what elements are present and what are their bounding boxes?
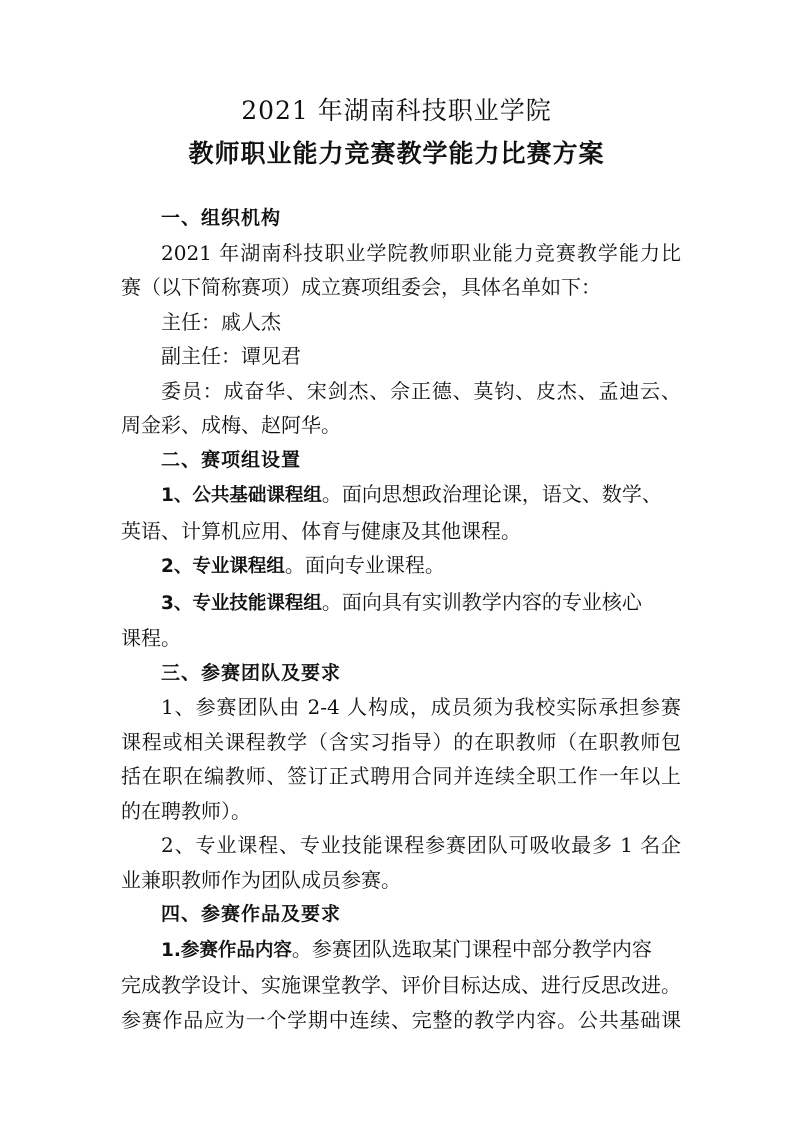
organization-members-line2: 周金彩、成梅、赵阿华。 bbox=[121, 413, 341, 437]
section-heading-organization: 一、组织机构 bbox=[161, 207, 282, 229]
group-item-3-text: 。面向具有实训教学内容的专业核心 bbox=[321, 589, 642, 614]
organization-director: 主任：戚人杰 bbox=[161, 309, 281, 334]
group-item-1-line2: 英语、计算机应用、体育与健康及其他课程。 bbox=[121, 518, 521, 543]
team-requirement-1-line1: 1、参赛团队由 2-4 人构成，成员须为我校实际承担参赛 bbox=[161, 695, 681, 719]
team-requirement-1-line3: 括在职在编教师、签订正式聘用合同并连续全职工作一年以上 bbox=[121, 764, 681, 788]
group-item-2-lead: 2、专业课程组 bbox=[161, 556, 285, 577]
document-body bbox=[121, 201, 681, 1037]
group-item-2 bbox=[121, 548, 681, 585]
organization-intro-line2: 赛（以下简称赛项）成立赛项组委会，具体名单如下： bbox=[121, 275, 601, 299]
document-title-line1: 2021 年湖南科技职业学院 bbox=[241, 96, 552, 125]
section-heading-groups: 二、赛项组设置 bbox=[161, 448, 302, 471]
section-heading-teams: 三、参赛团队及要求 bbox=[161, 661, 342, 684]
group-item-1 bbox=[121, 477, 681, 514]
group-item-2-text: 。面向专业课程。 bbox=[284, 553, 445, 577]
organization-intro-line1: 2021 年湖南科技职业学院教师职业能力竞赛教学能力比 bbox=[161, 240, 681, 265]
organization-deputy-director: 副主任：谭见君 bbox=[161, 344, 301, 368]
team-requirement-1-line4: 的在聘教师）。 bbox=[121, 798, 251, 823]
works-content-line3: 参赛作品应为一个学期中连续、完整的教学内容。公共基础课 bbox=[121, 1007, 681, 1032]
organization-members-line1: 委员：成奋华、宋剑杰、佘正德、莫钧、皮杰、孟迪云、 bbox=[161, 378, 681, 403]
works-content-line1 bbox=[121, 932, 681, 969]
section-heading-works: 四、参赛作品及要求 bbox=[161, 903, 342, 925]
group-item-1-text: 。面向思想政治理论课，语文、数学、 bbox=[321, 482, 662, 506]
team-requirement-1-line2: 课程或相关课程教学（含实习指导）的在职教师（在职教师包 bbox=[121, 729, 681, 754]
document-title-line2: 教师职业能力竞赛教学能力比赛方案 bbox=[188, 139, 605, 168]
group-item-3 bbox=[121, 585, 681, 622]
works-content-lead: 1.参赛作品内容 bbox=[161, 939, 292, 961]
group-item-1-lead: 1、公共基础课程组 bbox=[161, 485, 322, 506]
group-item-3-lead: 3、专业技能课程组 bbox=[161, 592, 322, 614]
works-content-line2: 完成教学设计、实施课堂教学、评价目标达成、进行反思改进。 bbox=[121, 973, 681, 997]
works-content-text: 。参赛团队选取某门课程中部分教学内容 bbox=[291, 936, 652, 961]
group-item-3-line2: 课程。 bbox=[121, 626, 181, 650]
team-requirement-2-line1: 2、专业课程、专业技能课程参赛团队可吸收最多 1 名企 bbox=[161, 833, 681, 857]
team-requirement-2-line2: 业兼职教师作为团队成员参赛。 bbox=[121, 867, 401, 892]
